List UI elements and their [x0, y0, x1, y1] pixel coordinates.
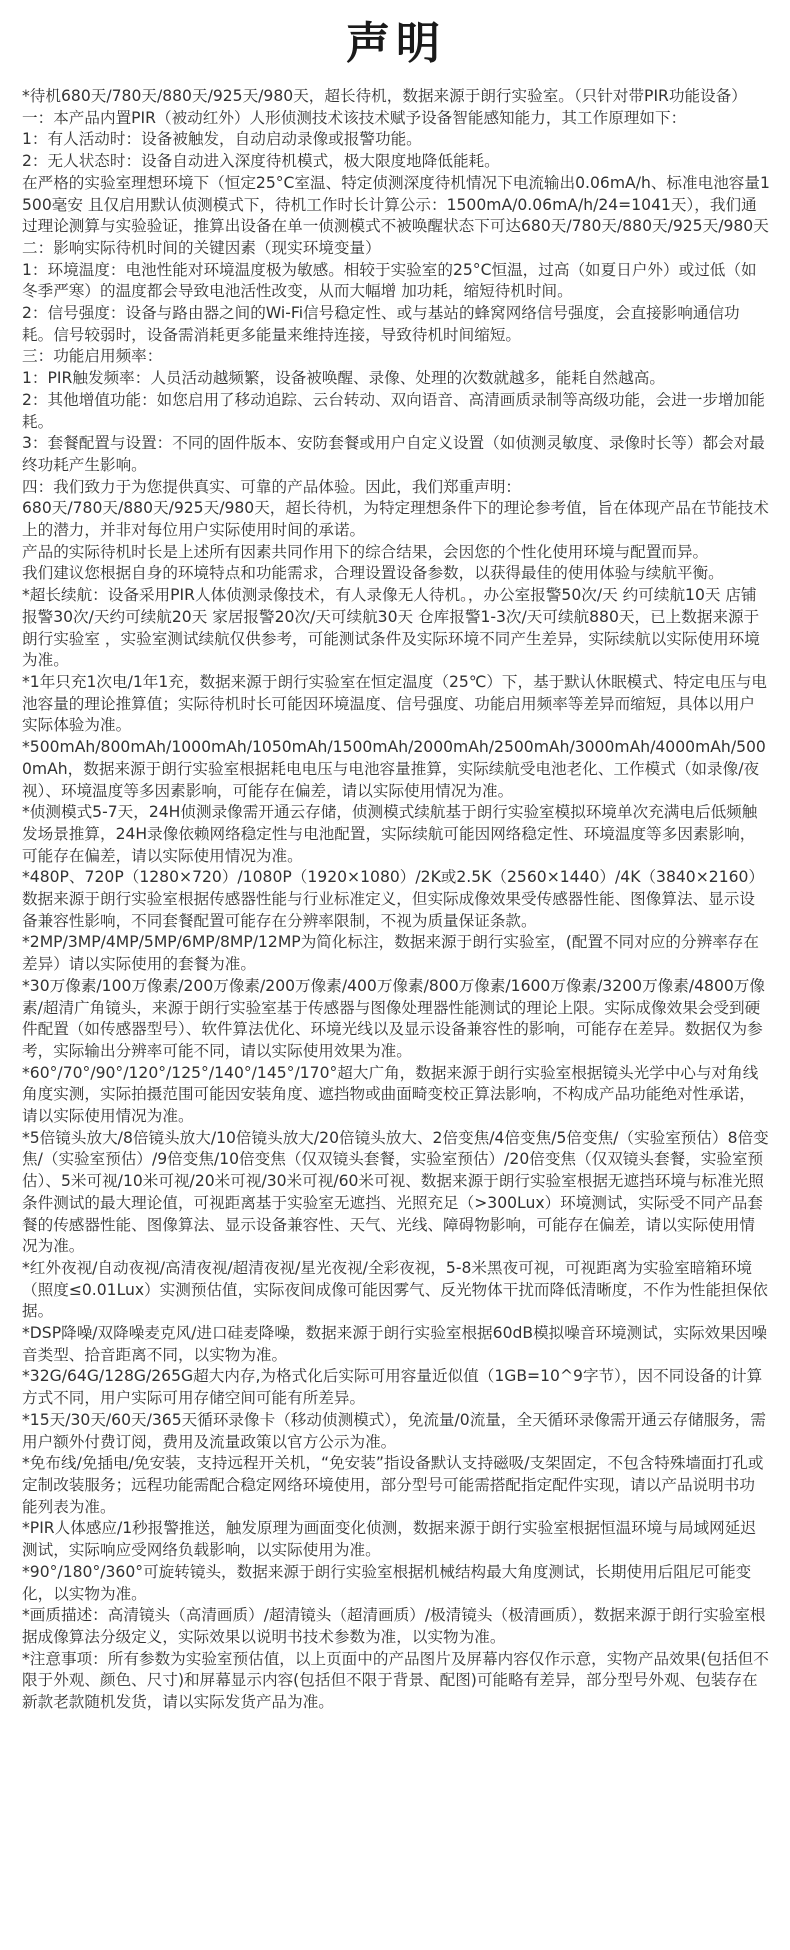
paragraph: 我们建议您根据自身的环境特点和功能需求，合理设置设备参数，以获得最佳的使用体验与续航平衡。 [22, 564, 724, 583]
paragraph: *画质描述：高清镜头（高清画质）/超清镜头（超清画质）/极清镜头（极清画质），数据来源于朗行实验室根据成像算法分级定义，实际效果以说明书技术参数为准，以实物为准。 [22, 1606, 766, 1646]
paragraph: 1：有人活动时：设备被触发，自动启动录像或报警功能。 [22, 130, 422, 149]
paragraph: *免布线/免插电/免安装，支持远程开关机，“免安装”指设备默认支持磁吸/支架固定，不包含特殊墙面打孔或定制改装服务；远程功能需配合稳定网络环境使用，部分型号可能需搭配指定配件实现，请以产品说明书功能列表为准。 [22, 1454, 764, 1516]
paragraph: 二：影响实际待机时间的关键因素（现实环境变量） [22, 238, 381, 257]
paragraph: 三：功能启用频率： [22, 347, 163, 366]
disclaimer-body [22, 86, 770, 1714]
paragraph: *待机680天/780天/880天/925天/980天，超长待机，数据来源于朗行实验室。（只针对带PIR功能设备） [22, 87, 747, 105]
paragraph: *注意事项：所有参数为实验室预估值，以上页面中的产品图片及屏幕内容仅作示意，实物产品效果(包括但不限于外观、颜色、尺寸)和屏幕显示内容(包括但不限于背景、配图)可能略有差异，部分型号外观、包装存在新款老款随机发货，请以实际发货产品为准。 [22, 1649, 769, 1712]
paragraph: *90°/180°/360°可旋转镜头，数据来源于朗行实验室根据机械结构最大角度测试，长期使用后阻尼可能变化，以实物为准。 [22, 1562, 752, 1603]
paragraph: 产品的实际待机时长是上述所有因素共同作用下的综合结果，会因您的个性化使用环境与配置而异。 [22, 542, 709, 561]
paragraph: 3：套餐配置与设置：不同的固件版本、安防套餐或用户自定义设置（如侦测灵敏度、录像时长等）都会对最终功耗产生影响。 [22, 434, 765, 474]
paragraph: *1年只充1次电/1年1充，数据来源于朗行实验室在恒定温度（25℃）下，基于默认休眠模式、特定电压与电池容量的理论推算值；实际待机时长可能因环境温度、信号强度、功能启用频率等差异而缩短，具体以用户实际体验为准。 [22, 672, 768, 735]
paragraph: 1：PIR触发频率：人员活动越频繁，设备被唤醒、录像、处理的次数就越多，能耗自然越高。 [22, 369, 665, 388]
paragraph: 2：其他增值功能：如您启用了移动追踪、云台转动、双向语音、高清画质录制等高级功能，会进一步增加能耗。 [22, 390, 765, 431]
paragraph: *2MP/3MP/4MP/5MP/6MP/8MP/12MP为简化标注，数据来源于朗行实验室，(配置不同对应的分辨率存在差异）请以实际使用的套餐为准。 [22, 933, 759, 974]
paragraph: *侦测模式5-7天，24H侦测录像需开通云存储，侦测模式续航基于朗行实验室模拟环境单次充满电后低频触发场景推算，24H录像依赖网络稳定性与电池配置，实际续航可能因网络稳定性、环境温度等多因素影响，可能存在偏差，请以实际使用情况为准。 [22, 803, 758, 865]
paragraph: *500mAh/800mAh/1000mAh/1050mAh/1500mAh/2000mAh/2500mAh/3000mAh/4000mAh/5000mAh，数据来源于朗行实验室根据耗电电压与电池容量推算，实际续航受电池老化、工作模式（如录像/夜视）、环境温度等多因素影响，可能存在偏差，请以实际使用情况为准。 [22, 738, 766, 800]
paragraph: 2：无人状态时：设备自动进入深度待机模式，极大限度地降低能耗。 [22, 152, 500, 171]
page-title: 声明 [346, 18, 446, 69]
paragraph: *5倍镜头放大/8倍镜头放大/10倍镜头放大/20倍镜头放大、2倍变焦/4倍变焦/5倍变焦/（实验室预估）8倍变焦/（实验室预估）/9倍变焦/10倍变焦（仅双镜头套餐，实验室预估）/20倍变焦（仅双镜头套餐，实验室预估）、5米可视/10米可视/20米可视/30米可视/60米可视、数据来源于朗行实验室根据无遮挡环境与标准光照条件测试的最大理论值，可视距离基于实验室无遮挡、光照充足（>300Lux）环境测试，实际受不同产品套餐的传感器性能、图像算法、显示设备兼容性、天气、光线、障碍物影响，可能存在偏差，请以实际使用情况为准。 [22, 1128, 769, 1256]
paragraph: *30万像素/100万像素/200万像素/200万像素/400万像素/800万像素/1600万像素/3200万像素/4800万像素/超清广角镜头，来源于朗行实验室基于传感器与图像处理器性能测试的理论上限。实际成像效果会受到硬件配置（如传感器型号）、软件算法优化、环境光线以及显示设备兼容性的影响，可能存在差异。数据仅为参考，实际输出分辨率可能不同，请以实际使用效果为准。 [22, 976, 765, 1060]
paragraph: *超长续航：设备采用PIR人体侦测录像技术，有人录像无人待机。，办公室报警50次/天 约可续航10天 店铺报警30次/天约可续航20天 家居报警20次/天可续航30天 仓库报警1-3次/天可续航880天，已上数据来源于朗行实验室 ，实验室测试续航仅供参考，可能测试条件及实际环境不同产生差异，实际续航以实际使用环境为准。 [22, 586, 760, 670]
paragraph: 680天/780天/880天/925天/980天，超长待机，为特定理想条件下的理论参考值，旨在体现产品在节能技术上的潜力，并非对每位用户实际使用时间的承诺。 [22, 499, 769, 540]
paragraph: *PIR人体感应/1秒报警推送，触发原理为画面变化侦测，数据来源于朗行实验室根据恒温环境与局域网延迟测试，实际响应受网络负载影响，以实际使用为准。 [22, 1519, 756, 1560]
paragraph: *480P、720P（1280×720）/1080P（1920×1080）/2K或2.5K（2560×1440）/4K（3840×2160）数据来源于朗行实验室根据传感器性能与行业标准定义，但实际成像效果受传感器性能、图像算法、显示设备兼容性影响，不同套餐配置可能存在分辨率限制，不视为质量保证条款。 [22, 868, 765, 930]
paragraph: *DSP降噪/双降噪麦克风/进口硅麦降噪，数据来源于朗行实验室根据60dB模拟噪音环境测试，实际效果因噪音类型、拾音距离不同，以实物为准。 [22, 1324, 767, 1364]
paragraph: 1：环境温度：电池性能对环境温度极为敏感。相较于实验室的25°C恒温，过高（如夏日户外）或过低（如冬季严寒）的温度都会导致电池活性改变，从而大幅增 加功耗，缩短待机时间。 [22, 260, 757, 301]
paragraph: 2：信号强度：设备与路由器之间的Wi-Fi信号稳定性、或与基站的蜂窝网络信号强度，会直接影响通信功耗。信号较弱时，设备需消耗更多能量来维持连接，导致待机时间缩短。 [22, 304, 740, 344]
paragraph: 四：我们致力于为您提供真实、可靠的产品体验。因此，我们郑重声明： [22, 477, 522, 496]
paragraph: *红外夜视/自动夜视/高清夜视/超清夜视/星光夜视/全彩夜视，5-8米黑夜可视，可视距离为实验室暗箱环境（照度≤0.01Lux）实测预估值，实际夜间成像可能因雾气、反光物体干扰而降低清晰度，不作为性能担保依据。 [22, 1258, 768, 1321]
paragraph: *60°/70°/90°/120°/125°/140°/145°/170°超大广角，数据来源于朗行实验室根据镜头光学中心与对角线角度实测，实际拍摄范围可能因安装角度、遮挡物或曲面畸变校正算法影响，不构成产品功能绝对性承诺，请以实际使用情况为准。 [22, 1063, 759, 1126]
paragraph: *15天/30天/60天/365天循环录像卡（移动侦测模式），免流量/0流量，全天循环录像需开通云存储服务，需用户额外付费订阅，费用及流量政策以官方公示为准。 [22, 1410, 766, 1451]
paragraph: *32G/64G/128G/265G超大内存,为格式化后实际可用容量近似值（1GB=10^9字节），因不同设备的计算方式不同，用户实际可用存储空间可能有所差异。 [22, 1367, 763, 1408]
paragraph: 一：本产品内置PIR（被动红外）人形侦测技术该技术赋予设备智能感知能力，其工作原理如下： [22, 108, 687, 127]
paragraph: 在严格的实验室理想环境下（恒定25°C室温、特定侦测深度待机情况下电流输出0.06mA/h、标准电池容量1500毫安 且仅启用默认侦测模式下，待机工作时长计算公示：1500mA/0.06mA/h/24=1041天），我们通过理论测算与实验验证，推算出设备在单一侦测模式不被唤醒状态下可达680天/780天/880天/925天/980天 [22, 173, 770, 236]
